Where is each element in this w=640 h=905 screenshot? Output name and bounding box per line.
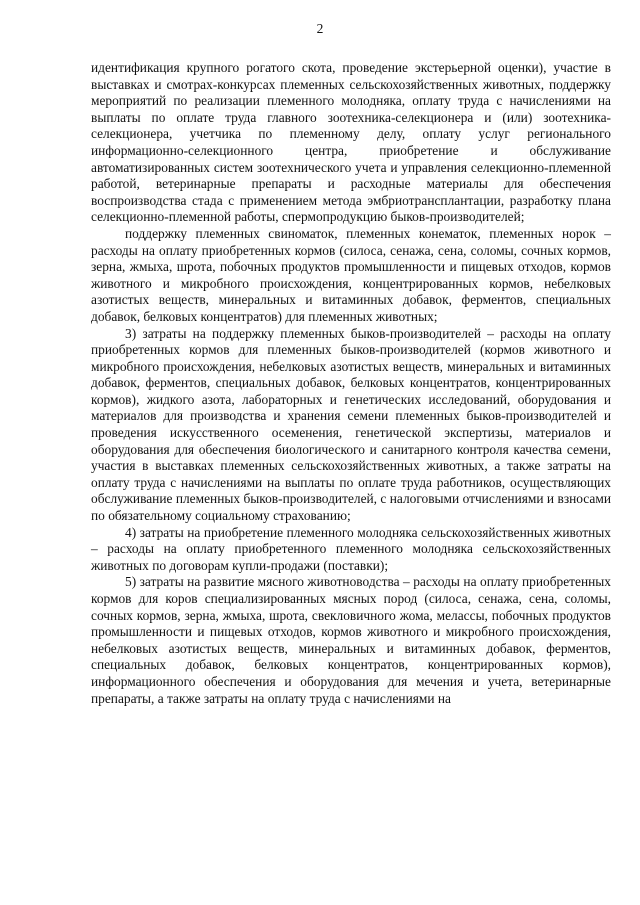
paragraph-breeding-sows-mares-minks: поддержку племенных свиноматок, племенных конематок, племенных норок – расходы на оплату приобретенных кормов (силоса, сенажа, сена, соломы, сочных кормов, зерна, жмыха, шрота, побочных продуктов промышленности и пищевых отходов, кормов животного и микробного происхождения, концентрированных кормов, небелковых азотистых веществ, минеральных и витаминных добавок, ферментов, специальных добавок, белковых концентратов) для племенных животных; [91,225,611,324]
paragraph-continuation: идентификация крупного рогатого скота, проведение экстерьерной оценки), участие в выставках и смотрах-конкурсах племенных сельскохозяйственных животных, поддержку мероприятий по реализации племенного молодняка, оплату труда с начислениями на выплаты по оплате труда главного зоотехника-селекционера и (или) зоотехника-селекционера, учетчика по племенному делу, оплату услуг регионального информационно-селекционного центра, приобретение и обслуживание автоматизированных систем зоотехнического учета и управления селекционно-племенной работой, ветеринарные препараты и расходные материалы для обеспечения воспроизводства стада с применением метода эмбриотрансплантации, разработку плана селекционно-племенной работы, спермопродукцию быков-производителей; [91,60,611,225]
paragraph-item-4-young-stock: 4) затраты на приобретение племенного молодняка сельскохозяйственных животных – расходы на оплату приобретенного племенного молодняка сельскохозяйственных животных по договорам купли-продажи (поставки); [91,524,611,573]
paragraph-item-3-breeding-bulls: 3) затраты на поддержку племенных быков-производителей – расходы на оплату приобретенных кормов для племенных быков-производителей (кормов животного и микробного происхождения, небелковых азотистых веществ, минеральных и витаминных добавок, ферментов, специальных добавок, белковых концентратов, концентрированных кормов), жидкого азота, лабораторных и генетических исследований, оборудования и материалов для производства и хранения семени племенных быков-производителей и проведения искусственного осеменения, генетической экспертизы, материалов и оборудования для обеспечения биологического и санитарного контроля качества семени, участия в выставках племенных сельскохозяйственных животных, а также затраты на оплату труда с начислениями на выплаты по оплате труда работников, осуществляющих обслуживание племенных быков-производителей, с налоговыми отчислениями и взносами по обязательному социальному страхованию; [91,325,611,524]
document-body [91,60,611,707]
page-number: 2 [316,21,324,36]
paragraph-item-5-beef-cattle: 5) затраты на развитие мясного животноводства – расходы на оплату приобретенных кормов для коров специализированных мясных пород (силоса, сенажа, сена, соломы, сочных кормов, зерна, жмыха, шрота, свекловичного жома, мелассы, побочных продуктов промышленности и пищевых отходов, кормов животного и микробного происхождения, небелковых азотистых веществ, минеральных и витаминных добавок, ферментов, специальных добавок, белковых концентратов, концентрированных кормов), информационного обеспечения и оборудования для мечения и учета, ветеринарные препараты, а также затраты на оплату труда с начислениями на [91,574,611,706]
